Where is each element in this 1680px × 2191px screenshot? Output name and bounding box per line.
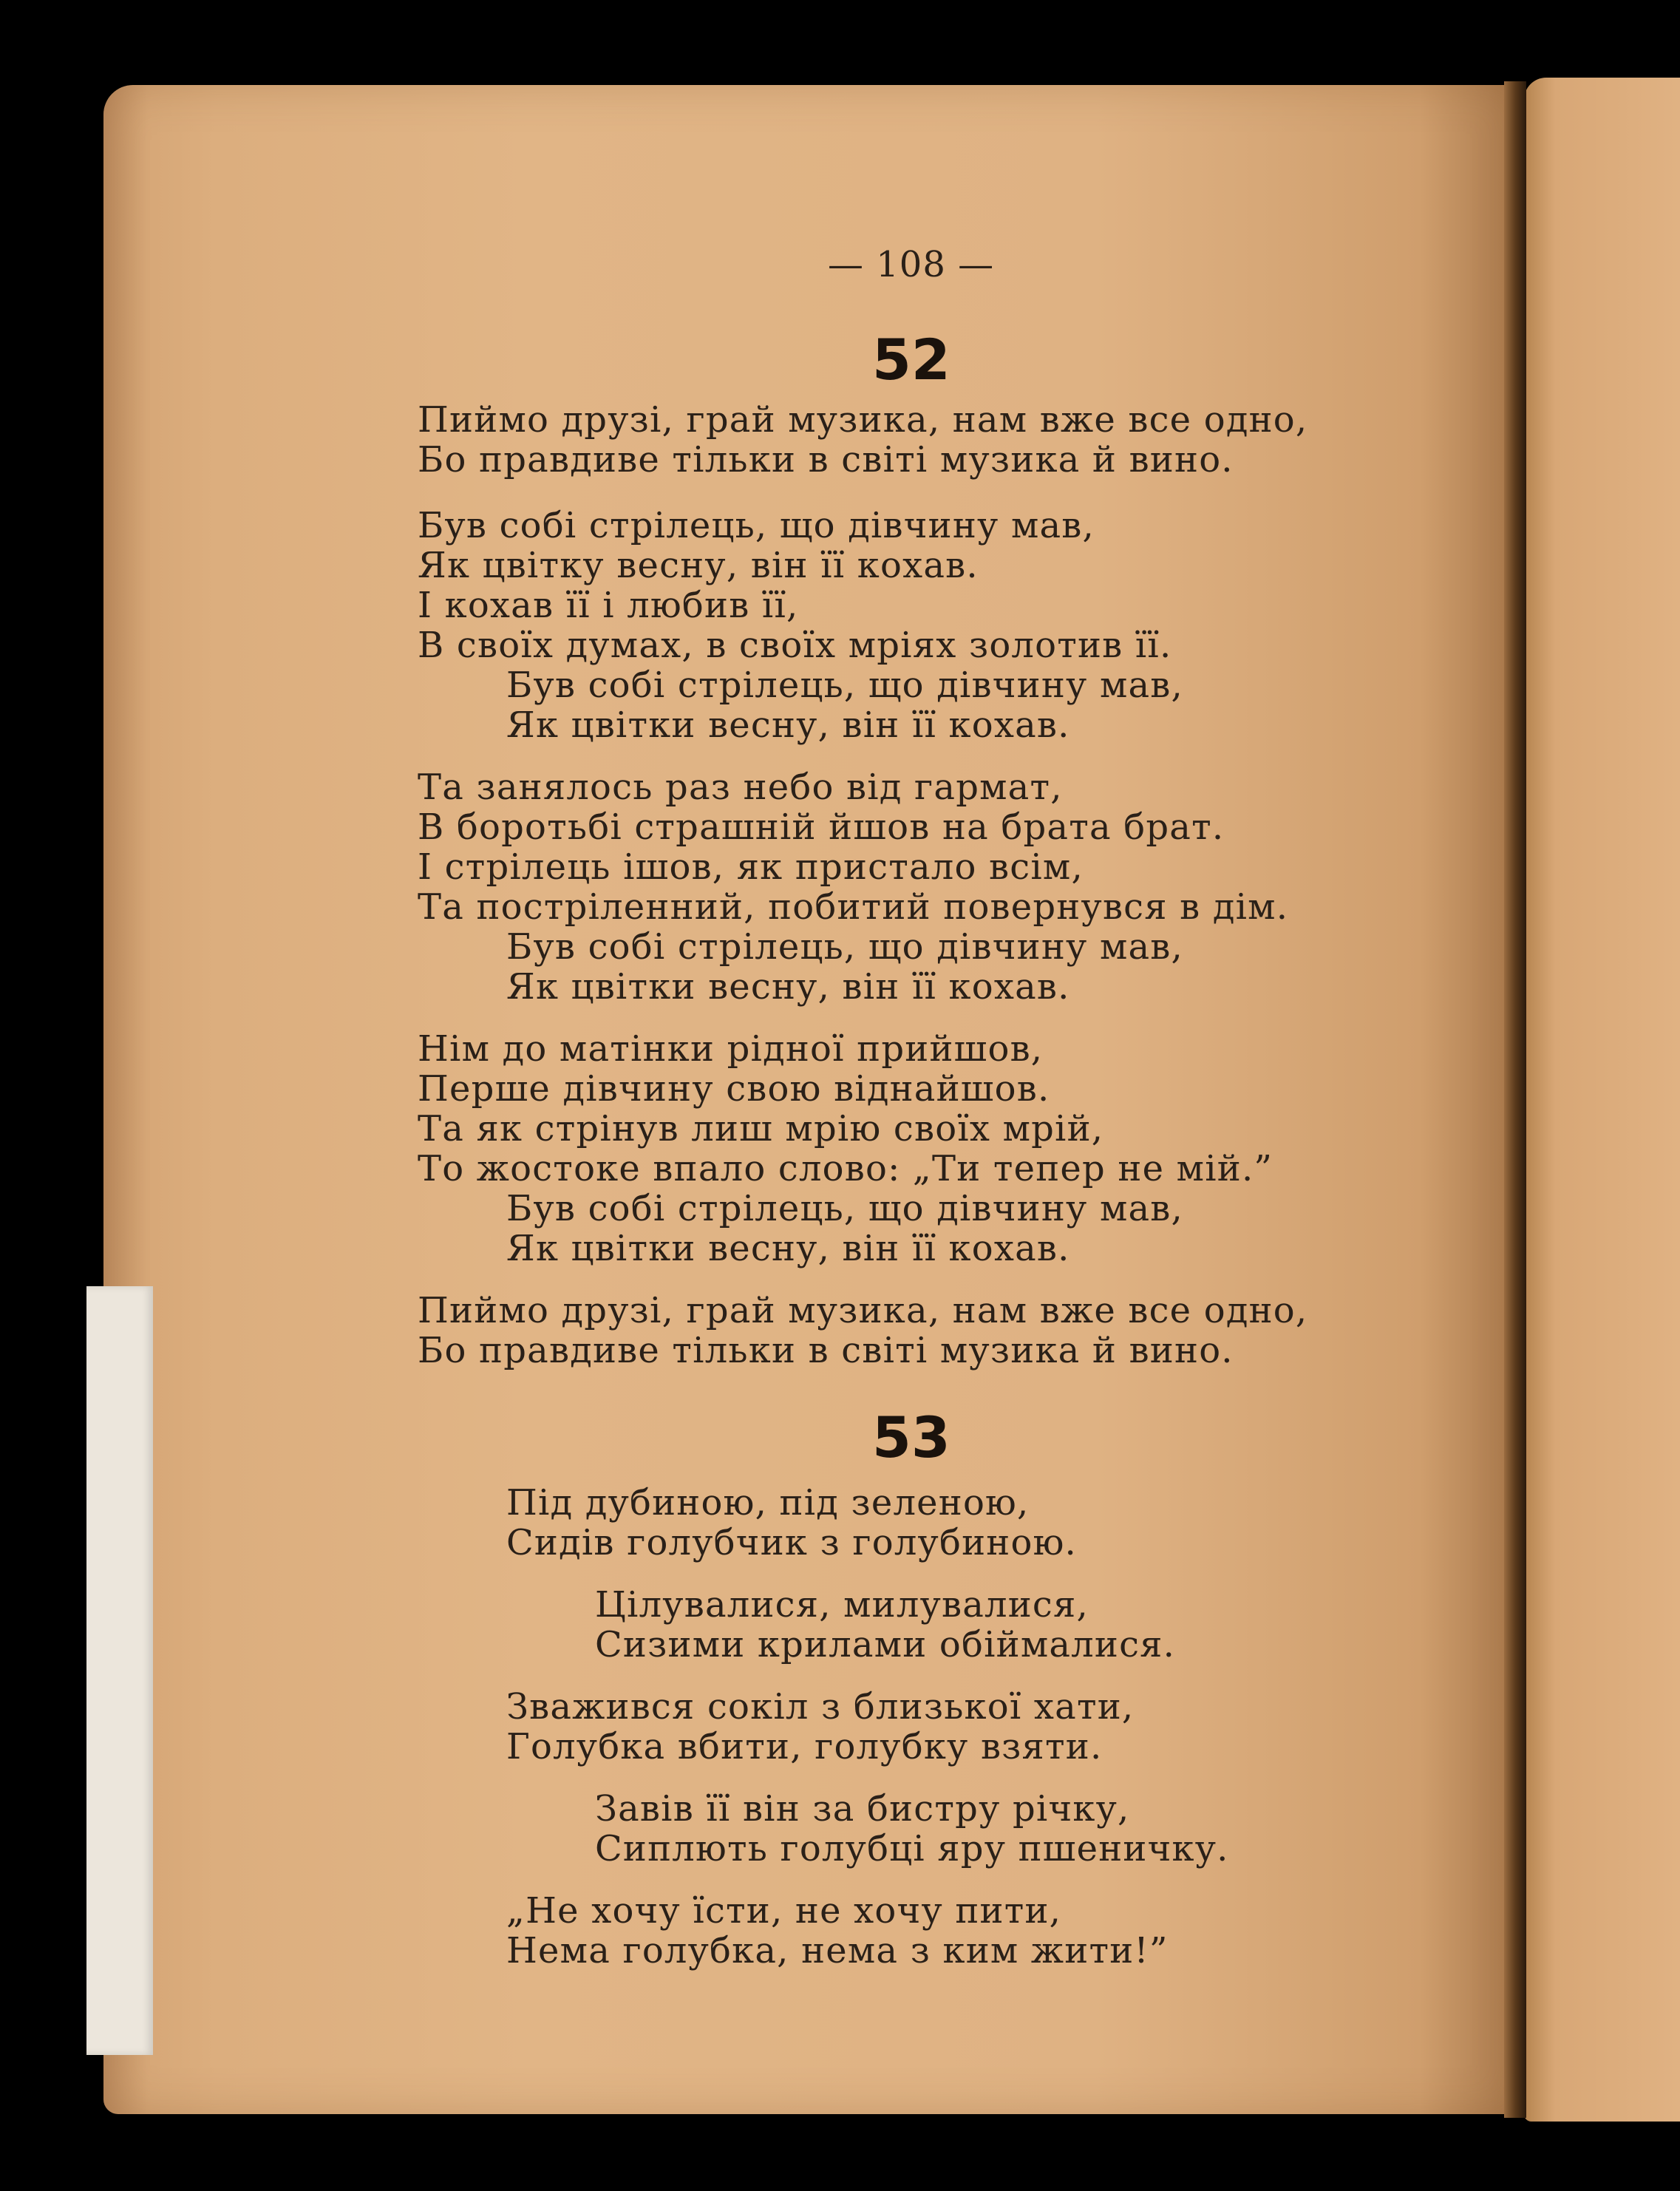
- refrain-line: Був собі стрілець, що дівчину мав,: [506, 665, 1183, 706]
- verse-line: Та постріленний, побитий повернувся в дім.: [418, 886, 1289, 928]
- verse-line: І стрілець ішов, як пристало всім,: [418, 846, 1084, 888]
- verse-line: То жостоке впало слово: „Ти тепер не мій.”: [418, 1148, 1273, 1189]
- verse-line: Сизими крилами обіймалися.: [595, 1624, 1176, 1665]
- verse-line: Нема голубка, нема з ким жити!”: [506, 1930, 1169, 1971]
- verse-line: Голубка вбити, голубку взяти.: [506, 1726, 1103, 1767]
- verse-line: Був собі стрілець, що дівчину мав,: [418, 505, 1095, 546]
- verse-line: Та як стрінув лиш мрію своїх мрій,: [418, 1108, 1104, 1149]
- verse-line: Сидів голубчик з голубиною.: [506, 1522, 1078, 1563]
- page-number: — 108 —: [828, 244, 995, 285]
- refrain-line: Як цвітки весну, він її кохав.: [506, 966, 1070, 1008]
- verse-line: Пиймо друзі, грай музика, нам вже все одно,: [418, 1290, 1308, 1331]
- verse-line: Завів її він за бистру річку,: [595, 1788, 1130, 1830]
- verse-line: І кохав її і любив її,: [418, 585, 799, 626]
- refrain-line: Був собі стрілець, що дівчину мав,: [506, 926, 1183, 968]
- verse-line: В своїх думах, в своїх мріях золотив її.: [418, 625, 1172, 666]
- refrain-line: Був собі стрілець, що дівчину мав,: [506, 1188, 1183, 1229]
- verse-line: Як цвітку весну, він її кохав.: [418, 545, 979, 586]
- refrain-line: Як цвітки весну, він її кохав.: [506, 1228, 1070, 1269]
- verse-line: Бо правдиве тільки в світі музика й вино.: [418, 439, 1234, 480]
- verse-line: Нім до матінки рідної прийшов,: [418, 1028, 1044, 1070]
- verse-line: Бо правдиве тільки в світі музика й вино.: [418, 1330, 1234, 1371]
- verse-line: Сиплють голубці яру пшеничку.: [595, 1828, 1229, 1869]
- refrain-line: Як цвітки весну, він її кохав.: [506, 704, 1070, 746]
- verse-line: В боротьбі страшній йшов на брата брат.: [418, 806, 1225, 848]
- verse-line: „Не хочу їсти, не хочу пити,: [506, 1890, 1062, 1932]
- verse-line: Перше дівчину свою віднайшов.: [418, 1068, 1050, 1110]
- verse-line: Зважився сокіл з близької хати,: [506, 1686, 1135, 1728]
- song-number: 52: [872, 327, 950, 393]
- song-number: 53: [872, 1404, 950, 1470]
- verse-line: Пиймо друзі, грай музика, нам вже все одно,: [418, 399, 1308, 441]
- verse-line: Та занялось раз небо від гармат,: [418, 767, 1063, 808]
- verse-line: Цілувалися, милувалися,: [595, 1584, 1089, 1626]
- verse-line: Під дубиною, під зеленою,: [506, 1482, 1030, 1523]
